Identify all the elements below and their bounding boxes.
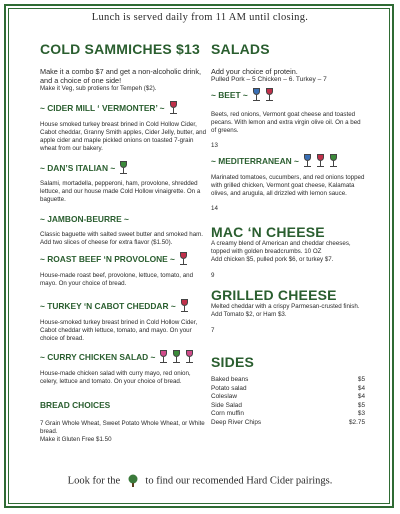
menu-item [40,100,206,153]
menu-item [40,160,206,204]
wine-glass-icon [179,252,188,266]
item-heading [40,349,206,365]
side-row [211,402,365,411]
wine-glass-icon [252,88,261,102]
side-price: $5 [357,401,365,409]
mediterranean-price: 14 [211,205,218,212]
mac-n-cheese-desc: A creamy blend of American and cheddar cheeses, topped with golden breadcrumbs. 10 OZ [211,240,351,255]
side-row [211,385,365,394]
footer-text-start: Look for the [67,475,121,487]
item-name: ~ ROAST BEEF ‘N PROVOLONE ~ [40,254,175,264]
wine-glass-icon [159,350,168,364]
item-name: ~ JAMBON-BEURRE ~ [40,214,129,224]
right-column [211,41,365,427]
item-heading [40,100,206,116]
menu-item [40,211,206,247]
side-name: Side Salad [211,401,242,409]
side-name: Potato salad [211,384,247,392]
wine-glass-icon [265,88,274,102]
item-description: Classic baguette with salted sweet butter and smoked ham. Add two slices of cheese for extra flavor ($1.50). [40,231,204,246]
item-name: ~ CURRY CHICKEN SALAD ~ [40,352,156,362]
bread-choices-title: BREAD CHOICES [40,400,111,410]
wine-glass-icon [169,101,178,115]
wine-glass-icon [172,350,181,364]
mac-n-cheese-addons: Add chicken $5, pulled pork $6, or turkey $7. [211,256,334,263]
salads-intro: Add your choice of protein. [211,67,298,76]
beet-price: 13 [211,142,218,149]
hours-banner: Lunch is served daily from 11 AM until closing. [91,12,309,23]
sides-title: SIDES [211,354,255,370]
item-name: ~ DAN’S ITALIAN ~ [40,163,116,173]
grilled-cheese-title: GRILLED CHEESE [211,287,337,303]
side-name: Baked beans [211,376,249,383]
side-price: $4 [357,384,365,392]
left-column [40,41,206,444]
side-price: $2.75 [349,418,365,426]
item-description: House-smoked turkey breast brined in Cold Hollow Cider, Cabot cheddar with lettuce, tomato, and mayo. On your choice of bread. [40,319,198,342]
item-name: ~ MEDITERRANEAN ~ [211,156,299,166]
menu-item [40,251,206,288]
item-description: Salami, mortadella, pepperoni, ham, provolone, shredded lettuce, and our house made Cold Hollow vinaigrette. On a baguette. [40,180,201,203]
item-description: House-made chicken salad with curry mayo, red onion, celery, lettuce and tomato. On your choice of bread. [40,370,191,385]
side-name: Corn muffin [211,410,244,417]
sides-table [211,376,365,427]
grilled-cheese-desc: Melted cheddar with a crispy Parmesan-crusted finish. [211,303,360,310]
wine-glass-icon [180,299,189,313]
item-name: ~ CIDER MILL ‘ VERMONTER’ ~ [40,103,165,113]
item-description: House smoked turkey breast brined in Cold Hollow Cider, Cabot cheddar, Granny Smith apples, Cider Jelly, butter, and apple cider and maple pickled onions on toasted 7-grain wheat from our bakery. [40,121,207,152]
item-name: ~ TURKEY ‘N CABOT CHEDDAR ~ [40,301,176,311]
mac-n-cheese-price: 9 [211,272,215,279]
item-description: House-made roast beef, provolone, lettuce, tomato, and mayo. On your choice of bread. [40,272,194,287]
mediterranean-heading [211,153,365,169]
cold-sammiches-title: COLD SAMMICHES $13 [40,41,200,57]
protein-prices: Pulled Pork – 5 Chicken – 6. Turkey – 7 [211,76,327,83]
side-name: Coleslaw [211,393,237,400]
gluten-free-note: Make it Gluten Free $1.50 [40,436,112,443]
footer-note [0,474,400,488]
combo-intro: Make it a combo $7 and get a non-alcoholic drink, and a choice of one side! [40,67,202,85]
wine-glass-icon [185,350,194,364]
item-heading [40,251,206,267]
side-row [211,376,365,385]
item-heading [40,160,206,176]
side-row [211,393,365,402]
side-price: $4 [357,393,365,400]
mac-n-cheese-title: MAC ‘N CHEESE [211,224,325,240]
beet-heading [211,87,365,103]
item-heading [40,211,206,227]
footer-text-end: to find our recomended Hard Cider pairings. [145,475,333,487]
side-price: $3 [357,410,365,417]
tree-icon [126,474,140,488]
menu-item [40,298,206,343]
beet-description: Beets, red onions, Vermont goat cheese and toasted pecans. With lemon and extra virgin olive oil. On a bed of greens. [211,111,361,134]
salads-title: SALADS [211,41,270,57]
wine-glass-icon [316,154,325,168]
wine-glass-icon [119,161,128,175]
mediterranean-description: Marinated tomatoes, cucumbers, and red onions topped with grilled chicken, Vermont goat cheese, Kalamata olives, and arugula, all drizzled with lemon sauce. [211,174,365,197]
veg-note: Make it Veg, sub protiens for Tempeh ($2). [40,85,157,92]
wine-glass-icon [329,154,338,168]
menu-item [40,349,206,386]
side-name: Deep River Chips [211,418,262,426]
bread-choices-desc: 7 Grain Whole Wheat, Sweet Potato Whole Wheat, or White bread. [40,420,205,435]
item-heading [40,298,206,314]
item-name: ~ BEET ~ [211,90,248,100]
side-row [211,419,365,428]
side-row [211,410,365,419]
grilled-cheese-addons: Add Tomato $2, or Ham $3. [211,311,287,318]
side-price: $5 [357,376,365,383]
grilled-cheese-price: 7 [211,327,215,334]
wine-glass-icon [303,154,312,168]
